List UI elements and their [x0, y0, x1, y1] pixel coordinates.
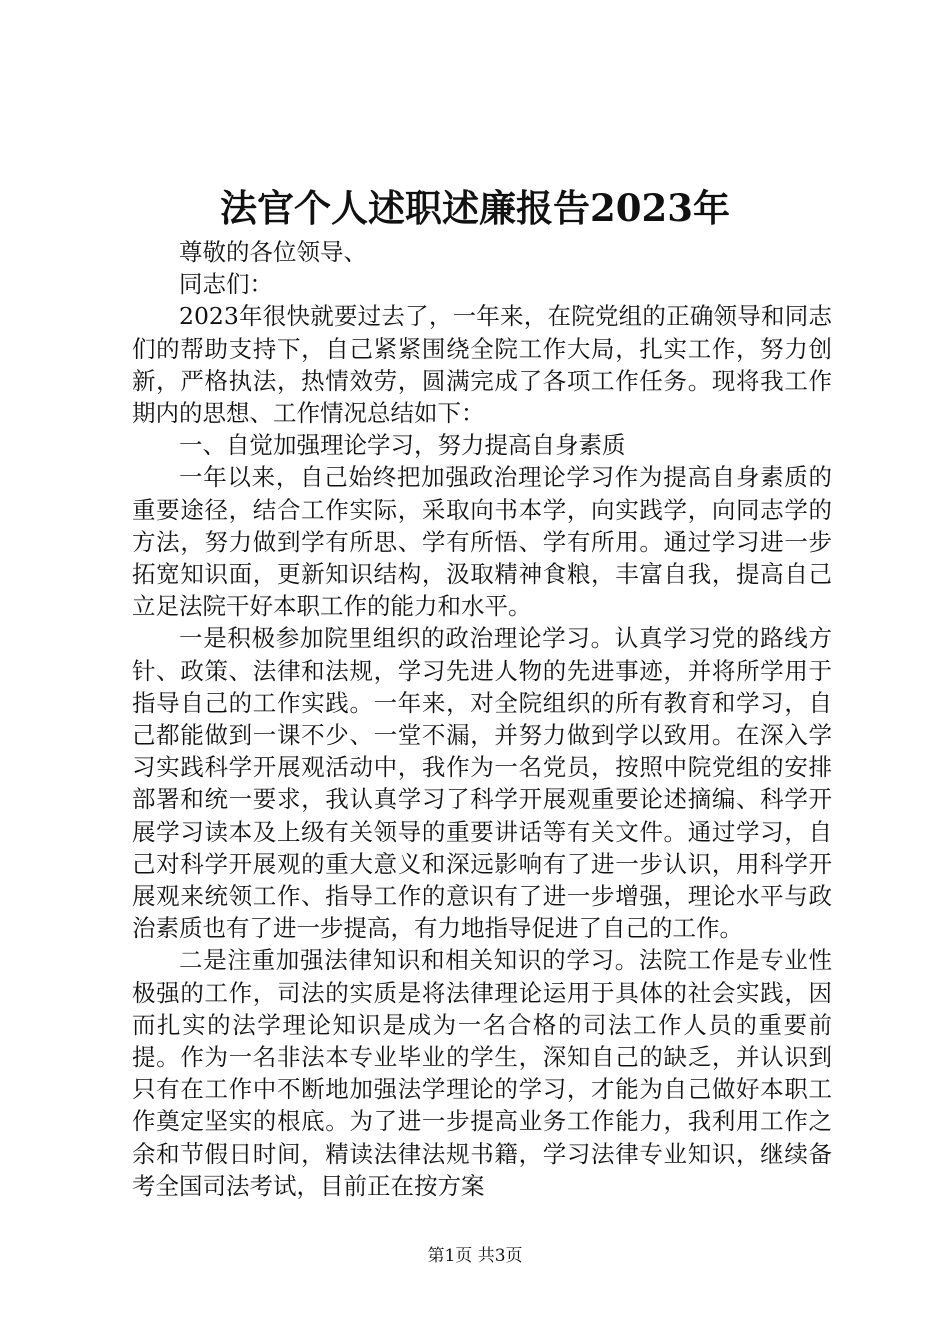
- page-total: 共3页: [477, 1246, 523, 1266]
- section-heading: 一、自觉加强理论学习，努力提高自身素质: [179, 431, 626, 460]
- intro-paragraph: 2023年很快就要过去了，一年来，在院党组的正确领导和同志们的帮助支持下，自己紧紧围绕全院工作大局，扎实工作，努力创新，严格执法，热情效劳，圆满完成了各项工作任务。现将我工作期内的思想、工作情况总结如下：: [132, 302, 832, 428]
- salutation-line-1: 尊敬的各位领导、: [179, 238, 367, 266]
- document-title: 法官个人述职述廉报告2023年: [220, 186, 730, 230]
- salutation-line-2: 同志们：: [179, 270, 273, 299]
- document-body: [132, 236, 832, 1202]
- page-number: 第1页: [427, 1246, 473, 1266]
- page-footer: [0, 1244, 950, 1268]
- body-paragraph: 二是注重加强法律知识和相关知识的学习。法院工作是专业性极强的工作，司法的实质是将法律理论运用于具体的社会实践，因而扎实的法学理论知识是成为一名合格的司法工作人员的重要前提。作为一名非法本专业毕业的学生，深知自己的缺乏，并认识到只有在工作中不断地加强法学理论的学习，才能为自己做好本职工作奠定坚实的根底。为了进一步提高业务工作能力，我利用工作之余和节假日时间，精读法律法规书籍，学习法律专业知识，继续备考全国司法考试，目前正在按方案: [132, 946, 832, 1200]
- body-paragraph: 一是积极参加院里组织的政治理论学习。认真学习党的路线方针、政策、法律和法规，学习先进人物的先进事迹，并将所学用于指导自己的工作实践。一年来，对全院组织的所有教育和学习，自己都能做到一课不少、一堂不漏，并努力做到学以致用。在深入学习实践科学开展观活动中，我作为一名党员，按照中院党组的安排部署和统一要求，我认真学习了科学开展观重要论述摘编、科学开展学习读本及上级有关领导的重要讲话等有关文件。通过学习，自己对科学开展观的重大意义和深远影响有了进一步认识，用科学开展观来统领工作、指导工作的意识有了进一步增强，理论水平与政治素质也有了进一步提高，有力地指导促进了自己的工作。: [132, 624, 832, 943]
- body-paragraph: 一年以来，自己始终把加强政治理论学习作为提高自身素质的重要途径，结合工作实际，采取向书本学，向实践学，向同志学的方法，努力做到学有所思、学有所悟、学有所用。通过学习进一步拓宽知识面，更新知识结构，汲取精神食粮，丰富自我，提高自己立足法院干好本职工作的能力和水平。: [132, 463, 832, 621]
